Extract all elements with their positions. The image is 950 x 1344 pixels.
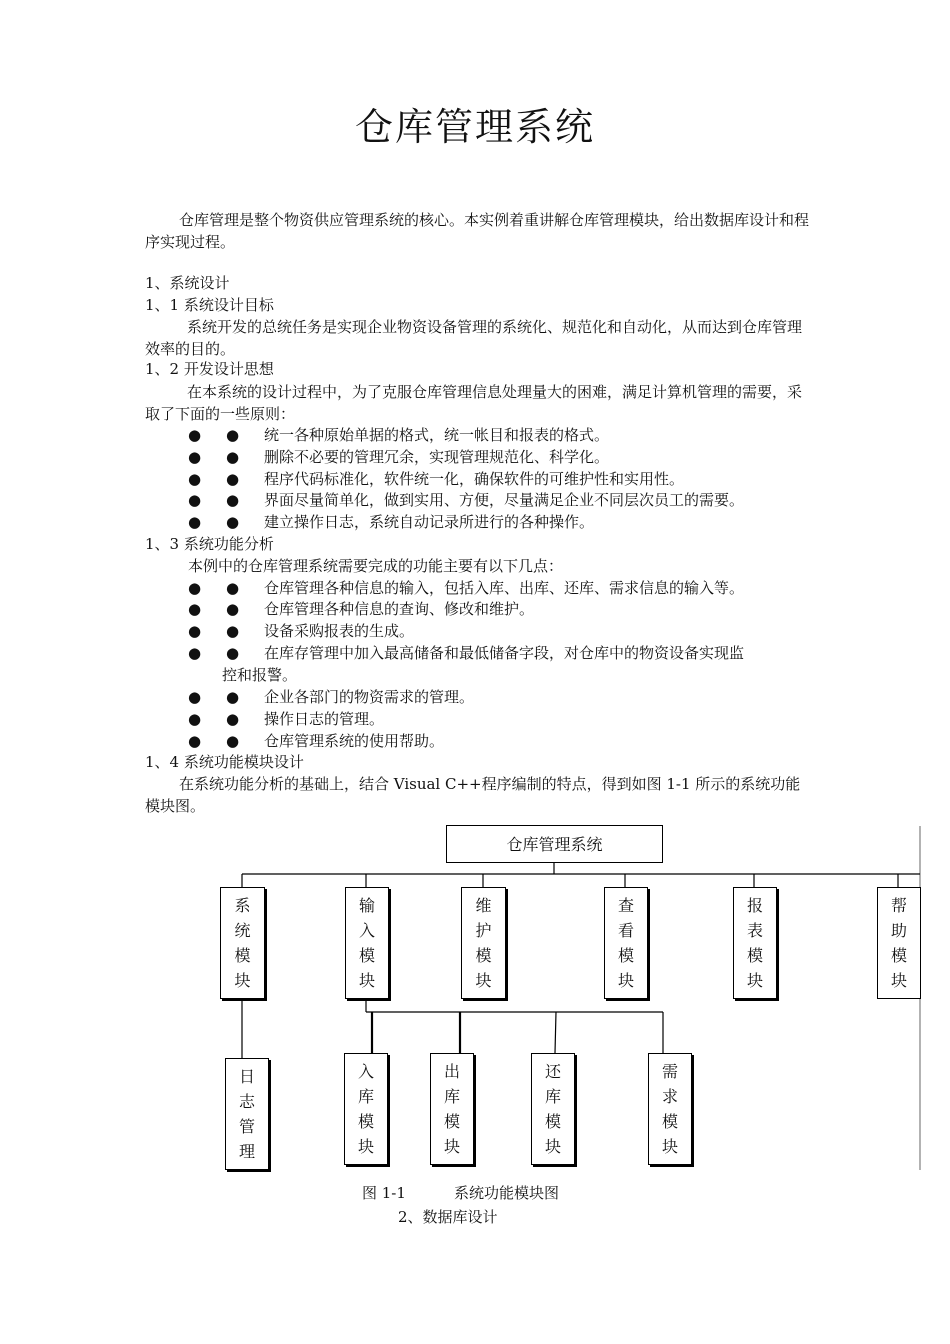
section-1-4-heading: 1、4 系统功能模块设计 bbox=[145, 753, 304, 771]
list-item-text: 设备采购报表的生成。 bbox=[264, 622, 415, 640]
list-item-text: 程序代码标准化，软件统一化，确保软件的可维护性和实用性。 bbox=[264, 470, 685, 488]
bullet-icon: ● bbox=[226, 470, 240, 488]
figure-caption-text: 系统功能模块图 bbox=[453, 1184, 559, 1202]
list-item bbox=[188, 643, 744, 664]
section-1-heading: 1、系统设计 bbox=[145, 274, 230, 292]
bullet-icon: ● bbox=[188, 491, 202, 509]
module-char: 护 bbox=[475, 921, 492, 940]
module-char: 库 bbox=[357, 1087, 374, 1106]
list-item bbox=[188, 512, 594, 533]
figure-caption-label: 图 1-1 bbox=[362, 1184, 406, 1202]
section-1-3-text: 本例中的仓库管理系统需要完成的功能主要有以下几点： bbox=[188, 557, 564, 575]
module-box-stock-in bbox=[344, 1053, 388, 1165]
module-char: 块 bbox=[544, 1137, 561, 1156]
module-box-demand bbox=[648, 1053, 692, 1165]
module-char: 需 bbox=[661, 1062, 678, 1081]
bullet-icon: ● bbox=[226, 732, 240, 750]
module-box-view bbox=[604, 887, 648, 999]
module-box-system bbox=[220, 887, 265, 999]
bullet-icon: ● bbox=[226, 644, 240, 662]
bullet-icon: ● bbox=[226, 600, 240, 618]
bullet-icon: ● bbox=[188, 622, 202, 640]
module-char: 管 bbox=[238, 1117, 255, 1136]
page-title: 仓库管理系统 bbox=[354, 105, 595, 149]
list-item-text: 操作日志的管理。 bbox=[264, 710, 385, 728]
list-item-text: 仓库管理各种信息的查询、修改和维护。 bbox=[264, 600, 535, 618]
list-item-text: 仓库管理各种信息的输入，包括入库、出库、还库、需求信息的输入等。 bbox=[264, 579, 745, 597]
figure-caption bbox=[362, 1182, 559, 1203]
bullet-icon: ● bbox=[188, 688, 202, 706]
section-1-2-text: 在本系统的设计过程中，为了克服仓库管理信息处理量大的困难，满足计算机管理的需要，采取了下面的一些原则： bbox=[145, 383, 803, 423]
module-char: 块 bbox=[358, 971, 375, 990]
module-box-report bbox=[733, 887, 777, 999]
module-char: 统 bbox=[234, 921, 251, 940]
list-item bbox=[188, 731, 444, 752]
module-char: 块 bbox=[890, 971, 907, 990]
module-char: 帮 bbox=[890, 896, 907, 915]
module-box-input bbox=[345, 887, 389, 999]
module-char: 模 bbox=[475, 946, 492, 965]
bullet-icon: ● bbox=[226, 622, 240, 640]
intro-paragraph: 仓库管理是整个物资供应管理系统的核心。本实例着重讲解仓库管理模块，给出数据库设计和程序实现过程。 bbox=[145, 211, 810, 251]
module-char: 模 bbox=[661, 1112, 678, 1131]
bullet-icon: ● bbox=[188, 426, 202, 444]
module-char: 理 bbox=[238, 1142, 255, 1161]
list-item-text: 统一各种原始单据的格式，统一帐目和报表的格式。 bbox=[264, 426, 610, 444]
module-char: 库 bbox=[544, 1087, 561, 1106]
list-item-text: 界面尽量简单化，做到实用、方便，尽量满足企业不同层次员工的需要。 bbox=[264, 491, 745, 509]
list-item bbox=[188, 599, 534, 620]
module-char: 块 bbox=[357, 1137, 374, 1156]
module-char: 模 bbox=[234, 946, 251, 965]
module-char: 模 bbox=[357, 1112, 374, 1131]
diagram-root-box: 仓库管理系统 bbox=[446, 825, 663, 863]
bullet-icon: ● bbox=[226, 688, 240, 706]
module-char: 表 bbox=[746, 921, 763, 940]
bullet-icon: ● bbox=[188, 579, 202, 597]
bullet-icon: ● bbox=[188, 732, 202, 750]
module-box-help bbox=[877, 887, 921, 999]
module-char: 块 bbox=[661, 1137, 678, 1156]
module-char: 块 bbox=[443, 1137, 460, 1156]
bullet-icon: ● bbox=[226, 513, 240, 531]
bullet-icon: ● bbox=[226, 491, 240, 509]
module-box-stock-out bbox=[430, 1053, 474, 1165]
bullet-icon: ● bbox=[188, 448, 202, 466]
bullet-icon: ● bbox=[188, 644, 202, 662]
list-item bbox=[188, 709, 384, 730]
module-char: 模 bbox=[544, 1112, 561, 1131]
bullet-icon: ● bbox=[188, 600, 202, 618]
section-1-2-heading: 1、2 开发设计思想 bbox=[145, 360, 274, 378]
list-item-text: 删除不必要的管理冗余，实现管理规范化、科学化。 bbox=[264, 448, 610, 466]
module-char: 系 bbox=[234, 896, 251, 915]
list-item bbox=[188, 447, 609, 468]
bullet-icon: ● bbox=[226, 579, 240, 597]
list-item-continuation: 控和报警。 bbox=[222, 666, 298, 684]
list-item-text: 建立操作日志，系统自动记录所进行的各种操作。 bbox=[264, 513, 595, 531]
list-item bbox=[188, 621, 414, 642]
section-1-1-text: 系统开发的总统任务是实现企业物资设备管理的系统化、规范化和自动化，从而达到仓库管理效率的目的。 bbox=[145, 318, 803, 358]
module-char: 输 bbox=[358, 896, 375, 915]
module-char: 块 bbox=[746, 971, 763, 990]
module-char: 模 bbox=[746, 946, 763, 965]
module-char: 还 bbox=[544, 1062, 561, 1081]
section-1-4-text: 在系统功能分析的基础上，结合 Visual C++程序编制的特点，得到如图 1-1 所示的系统功能模块图。 bbox=[145, 775, 801, 815]
module-char: 维 bbox=[475, 896, 492, 915]
module-char: 块 bbox=[234, 971, 251, 990]
bullet-icon: ● bbox=[226, 426, 240, 444]
module-char: 助 bbox=[890, 921, 907, 940]
bullet-icon: ● bbox=[188, 513, 202, 531]
list-item-text: 仓库管理系统的使用帮助。 bbox=[264, 732, 445, 750]
module-char: 模 bbox=[617, 946, 634, 965]
list-item bbox=[188, 425, 609, 446]
module-char: 块 bbox=[475, 971, 492, 990]
module-char: 日 bbox=[238, 1067, 255, 1086]
module-char: 库 bbox=[443, 1087, 460, 1106]
module-char: 查 bbox=[617, 896, 634, 915]
module-char: 入 bbox=[357, 1062, 374, 1081]
list-item-text: 在库存管理中加入最高储备和最低储备字段，对仓库中的物资设备实现监 bbox=[264, 644, 745, 662]
module-char: 块 bbox=[617, 971, 634, 990]
module-char: 入 bbox=[358, 921, 375, 940]
bullet-icon: ● bbox=[226, 710, 240, 728]
list-item bbox=[188, 687, 474, 708]
list-item bbox=[188, 578, 744, 599]
list-item bbox=[188, 490, 744, 511]
module-char: 报 bbox=[746, 896, 763, 915]
bullet-icon: ● bbox=[188, 710, 202, 728]
module-char: 志 bbox=[238, 1092, 255, 1111]
bullet-icon: ● bbox=[226, 448, 240, 466]
module-box-return bbox=[531, 1053, 575, 1165]
module-box-log bbox=[225, 1058, 269, 1170]
module-char: 求 bbox=[661, 1087, 678, 1106]
list-item-text: 企业各部门的物资需求的管理。 bbox=[264, 688, 475, 706]
module-char: 模 bbox=[443, 1112, 460, 1131]
bullet-icon: ● bbox=[188, 470, 202, 488]
module-char: 看 bbox=[617, 921, 634, 940]
module-char: 模 bbox=[358, 946, 375, 965]
module-char: 模 bbox=[890, 946, 907, 965]
section-1-1-heading: 1、1 系统设计目标 bbox=[145, 296, 274, 314]
list-item bbox=[188, 469, 684, 490]
module-box-maintain bbox=[461, 887, 506, 999]
section-2-heading: 2、数据库设计 bbox=[398, 1208, 498, 1226]
module-char: 出 bbox=[443, 1062, 460, 1081]
section-1-3-heading: 1、3 系统功能分析 bbox=[145, 535, 274, 553]
